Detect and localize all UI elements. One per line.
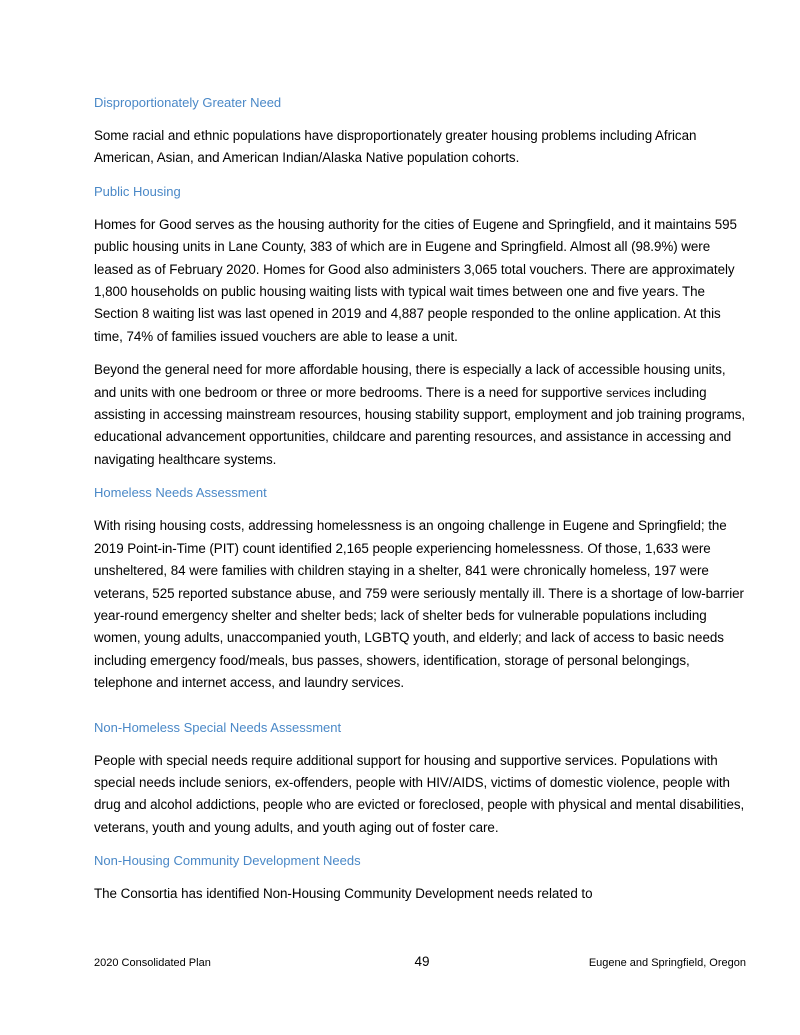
paragraph-non-homeless: People with special needs require additional support for housing and supportive services. Populations with special needs include seniors, ex-offenders, people with HIV/AIDS, victims of domestic violence, people with drug and alcohol addictions, people who are evicted or foreclosed, people with physical and mental disabilities, veterans, youth and young adults, and youth aging out of foster care. [94, 752, 745, 835]
paragraph-non-housing: The Consortia has identified Non-Housing Community Development needs related to [94, 886, 593, 902]
footer-page-number: 49 [414, 954, 430, 969]
heading-homeless-needs-assessment: Homeless Needs Assessment [94, 485, 267, 501]
heading-disproportionately-greater-need: Disproportionately Greater Need [94, 95, 282, 110]
paragraph-disproportionate: Some racial and ethnic populations have disproportionately greater housing problems including African American, Asian, and American Indian/Alaska Native population cohorts. [94, 128, 697, 166]
paragraph-public-housing-1: Homes for Good serves as the housing authority for the cities of Eugene and Springfield, and it maintains 595 public housing units in Lane County, 383 of which are in Eugene and Springfield. Almost all (98.9%) were leased as of February 2020. Homes for Good also administers 3,065 total vouchers. There are approximately 1,800 households on public housing waiting lists with typical wait times between one and five years. The Section 8 waiting list was last opened in 2019 and 4,887 people responded to the online application. At this time, 74% of families issued vouchers are able to lease a unit. [94, 216, 737, 344]
page-footer [94, 954, 750, 974]
paragraph-homeless: With rising housing costs, addressing homelessness is an ongoing challenge in Eugene and Springfield; the 2019 Point-in-Time (PIT) count identified 2,165 people experiencing homelessness. Of those, 1,633 were unsheltered, 84 were families with children staying in a shelter, 841 were chronically homeless, 197 were veterans, 525 reported substance abuse, and 759 were seriously mentally ill. There is a shortage of low-barrier year-round emergency shelter and shelter beds; lack of shelter beds for vulnerable populations including women, young adults, unaccompanied youth, LGBTQ youth, and elderly; and lack of access to basic needs including emergency food/meals, bus passes, showers, identification, storage of personal belongings, telephone and internet access, and laundry services. [94, 518, 744, 691]
footer-document-title: 2020 Consolidated Plan [94, 957, 211, 969]
paragraph-public-housing-2-part-b: services [606, 385, 651, 400]
heading-public-housing: Public Housing [94, 183, 181, 199]
heading-non-homeless-special-needs: Non-Homeless Special Needs Assessment [94, 719, 342, 735]
paragraph-public-housing-2-part-c: including assisting in accessing mainstream resources, housing stability support, employment and job training programs, educational advancement opportunities, childcare and parenting resources, and assistance in accessing and navigating healthcare systems. [94, 384, 746, 467]
paragraph-public-housing-2 [94, 359, 750, 471]
footer-location: Eugene and Springfield, Oregon [588, 957, 746, 969]
heading-non-housing-community-development: Non-Housing Community Development Needs [94, 853, 361, 869]
document-page [94, 92, 750, 917]
paragraph-public-housing-2-part-a: Beyond the general need for more affordable housing, there is especially a lack of accessible housing units, and units with one bedroom or three or more bedrooms. There is a need for supportive [94, 362, 726, 400]
